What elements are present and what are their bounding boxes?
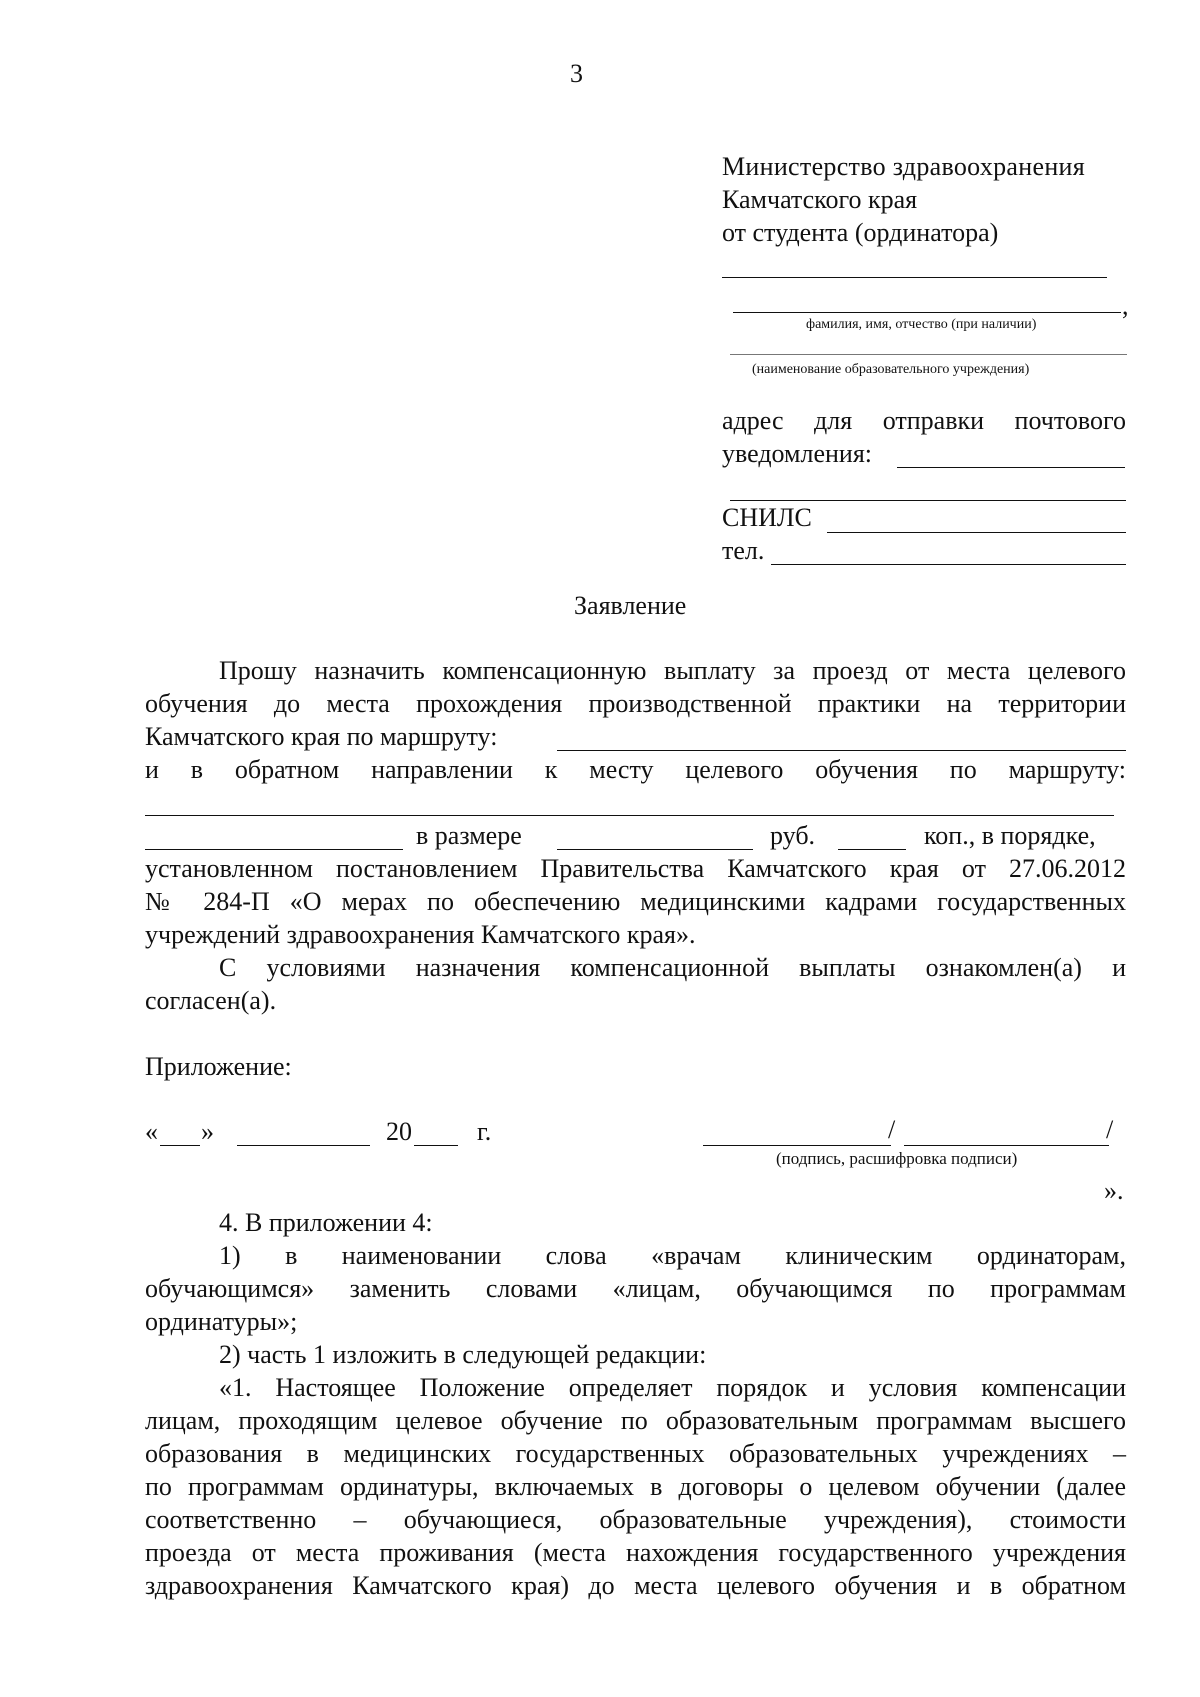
year-suffix: г. (477, 1117, 492, 1146)
route-field-line[interactable] (557, 750, 1126, 751)
address-field-line[interactable] (897, 467, 1125, 468)
signature-field-line[interactable] (703, 1145, 891, 1146)
paragraph-line: обучающимся» заменить словами «лицам, обучающимся по программам (145, 1274, 1126, 1303)
signature-decode-field-line[interactable] (904, 1145, 1109, 1146)
return-route-field-line[interactable] (145, 815, 1114, 816)
tel-label: тел. (722, 536, 765, 565)
rubles-field-line[interactable] (557, 849, 753, 850)
blank-line[interactable] (722, 277, 1107, 278)
paragraph-line: ординатуры»; (145, 1307, 298, 1336)
paragraph-line: согласен(а). (145, 986, 277, 1015)
signature-slash: / (888, 1115, 896, 1144)
snils-field-line[interactable] (827, 532, 1126, 533)
paragraph-line: Прошу назначить компенсационную выплату за проезд от места целевого (219, 656, 1126, 685)
fio-caption: фамилия, имя, отчество (при наличии) (806, 317, 1037, 332)
comma: , (1122, 291, 1129, 320)
section-heading: 4. В приложении 4: (219, 1208, 433, 1237)
paragraph-line: здравоохранения Камчатского края) до места целевого обучения и в обратном (145, 1571, 1126, 1600)
year-prefix: 20 (386, 1117, 412, 1146)
paragraph-line: проезда от места проживания (места нахождения государственного учреждения (145, 1538, 1126, 1567)
fio-field-line[interactable] (733, 312, 1121, 313)
tel-field-line[interactable] (771, 564, 1126, 565)
org-field-line[interactable] (730, 354, 1127, 355)
closing-quote: ». (1104, 1176, 1124, 1205)
address-field-line[interactable] (730, 500, 1126, 501)
applicant-label: от студента (ординатора) (722, 218, 999, 247)
signature-slash: / (1106, 1115, 1114, 1144)
paragraph-line: по программам ординатуры, включаемых в договоры о целевом обучении (далее (145, 1472, 1126, 1501)
paragraph-line: «1. Настоящее Положение определяет порядок и условия компенсации (219, 1373, 1126, 1402)
paragraph-line: № 284-П «О мерах по обеспечению медицинскими кадрами государственных (145, 887, 1126, 916)
date-close-quote: » (201, 1117, 214, 1146)
year-field-line[interactable] (414, 1145, 458, 1146)
kopecks-field-line[interactable] (838, 849, 906, 850)
snils-label: СНИЛС (722, 503, 812, 532)
day-field-line[interactable] (160, 1145, 200, 1146)
paragraph-line: установленном постановлением Правительства Камчатского края от 27.06.2012 (145, 854, 1126, 883)
signature-caption: (подпись, расшифровка подписи) (776, 1149, 1018, 1168)
addressee-line: Камчатского края (722, 185, 918, 214)
paragraph-line: 1) в наименовании слова «врачам клиническим ординаторам, (219, 1241, 1126, 1270)
month-field-line[interactable] (237, 1145, 370, 1146)
paragraph-line: образования в медицинских государственных образовательных учреждениях – (145, 1439, 1126, 1468)
date-open-quote: « (145, 1117, 158, 1146)
org-caption: (наименование образовательного учреждения) (752, 362, 1030, 377)
paragraph-line: учреждений здравоохранения Камчатского края». (145, 920, 696, 949)
address-label: адрес для отправки почтового (722, 406, 1126, 435)
document-title: Заявление (574, 591, 687, 620)
paragraph-line: С условиями назначения компенсационной выплаты ознакомлен(а) и (219, 953, 1126, 982)
amount-label: в размере (416, 821, 522, 850)
rub-label: руб. (770, 821, 816, 850)
paragraph-line: Камчатского края по маршруту: (145, 722, 498, 751)
paragraph-line: 2) часть 1 изложить в следующей редакции: (219, 1340, 707, 1369)
paragraph-line: и в обратном направлении к месту целевого обучения по маршруту: (145, 755, 1126, 784)
page-number: 3 (570, 59, 583, 88)
appendix-label: Приложение: (145, 1052, 292, 1081)
route-field-line[interactable] (145, 849, 403, 850)
paragraph-line: обучения до места прохождения производственной практики на территории (145, 689, 1126, 718)
addressee-line: Министерство здравоохранения (722, 152, 1086, 181)
paragraph-line: соответственно – обучающиеся, образовательные учреждения), стоимости (145, 1505, 1126, 1534)
paragraph-line: лицам, проходящим целевое обучение по образовательным программам высшего (145, 1406, 1126, 1435)
address-label: уведомления: (722, 439, 873, 468)
kop-label: коп., в порядке, (924, 821, 1096, 850)
